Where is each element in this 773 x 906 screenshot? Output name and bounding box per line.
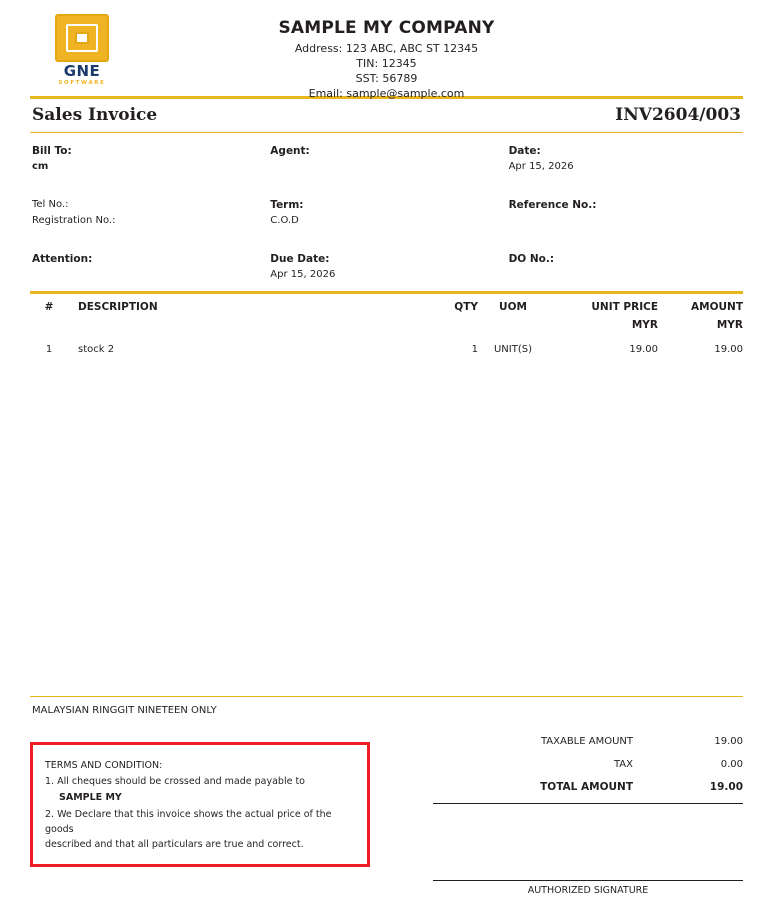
row-uom: UNIT(S) bbox=[493, 344, 532, 355]
due-date-label: Due Date: bbox=[270, 253, 330, 265]
items-section bbox=[30, 294, 743, 624]
agent-label: Agent: bbox=[270, 145, 310, 157]
header-qty: QTY bbox=[454, 301, 478, 313]
meta-row-3 bbox=[32, 251, 741, 283]
document-header bbox=[30, 0, 743, 100]
document-title: Sales Invoice bbox=[32, 105, 158, 125]
tax-label: TAX bbox=[613, 759, 633, 770]
table-row bbox=[30, 336, 743, 361]
meta-do-no bbox=[505, 251, 741, 283]
term-value: C.O.D bbox=[270, 215, 299, 226]
header-description: DESCRIPTION bbox=[78, 301, 158, 313]
terms-and-conditions bbox=[30, 742, 370, 867]
company-address: Address: 123 ABC, ABC ST 12345 bbox=[294, 42, 479, 55]
row-no: 1 bbox=[45, 344, 53, 355]
company-logo bbox=[44, 14, 120, 90]
totals-taxable-row bbox=[433, 730, 743, 753]
meta-due-date bbox=[268, 251, 504, 283]
meta-row-1 bbox=[32, 143, 741, 175]
reference-label: Reference No.: bbox=[508, 199, 597, 211]
currency-spacer-4 bbox=[478, 319, 548, 336]
logo-name: GNE bbox=[63, 62, 101, 80]
due-date-value: Apr 15, 2026 bbox=[270, 269, 336, 280]
company-sst: SST: 56789 bbox=[355, 72, 418, 85]
document-titlebar bbox=[30, 99, 743, 132]
meta-row-2 bbox=[32, 197, 741, 229]
total-label: TOTAL AMOUNT bbox=[540, 781, 633, 793]
meta-agent bbox=[268, 143, 504, 175]
do-no-label: DO No.: bbox=[508, 253, 555, 265]
tel-label: Tel No.: bbox=[32, 199, 69, 210]
logo-mark-icon bbox=[55, 14, 109, 62]
currency-spacer-1 bbox=[30, 319, 68, 336]
items-currency-row bbox=[30, 319, 743, 336]
attention-label: Attention: bbox=[32, 253, 93, 265]
company-info bbox=[30, 12, 743, 101]
authorized-signature: AUTHORIZED SIGNATURE bbox=[433, 880, 743, 896]
totals-underline bbox=[433, 803, 743, 804]
date-label: Date: bbox=[508, 145, 541, 157]
amount-currency: MYR bbox=[716, 319, 743, 331]
meta-reference bbox=[505, 197, 741, 229]
header-unit-price: UNIT PRICE bbox=[591, 301, 658, 313]
items-table bbox=[30, 294, 743, 361]
row-qty: 1 bbox=[471, 344, 478, 355]
company-tin: TIN: 12345 bbox=[356, 57, 417, 70]
header-no: # bbox=[44, 301, 54, 313]
logo-subtitle: SOFTWARE bbox=[58, 80, 106, 86]
header-amount: AMOUNT bbox=[691, 301, 743, 313]
total-value: 19.00 bbox=[709, 781, 743, 793]
taxable-label: TAXABLE AMOUNT bbox=[540, 736, 633, 747]
totals-block bbox=[433, 722, 743, 896]
tax-value: 0.00 bbox=[720, 759, 743, 770]
meta-contact bbox=[32, 197, 268, 229]
currency-spacer-2 bbox=[68, 319, 398, 336]
registration-label: Registration No.: bbox=[32, 215, 116, 226]
meta-term bbox=[268, 197, 504, 229]
footer-columns bbox=[30, 722, 743, 896]
totals-tax-row bbox=[433, 753, 743, 776]
invoice-meta bbox=[30, 133, 743, 291]
meta-spacer-2 bbox=[32, 229, 741, 251]
meta-attention bbox=[32, 251, 268, 283]
terms-payee: SAMPLE MY bbox=[59, 792, 122, 803]
company-name: SAMPLE MY COMPANY bbox=[278, 18, 495, 38]
term-label: Term: bbox=[270, 199, 304, 211]
currency-spacer-3 bbox=[398, 319, 478, 336]
meta-bill-to bbox=[32, 143, 268, 175]
row-description: stock 2 bbox=[78, 344, 115, 355]
items-header-row bbox=[30, 294, 743, 319]
company-email: Email: sample@sample.com bbox=[308, 87, 465, 100]
terms-line-1: 1. All cheques should be crossed and made payable to bbox=[45, 776, 305, 787]
taxable-value: 19.00 bbox=[714, 736, 743, 747]
amount-in-words: MALAYSIAN RINGGIT NINETEEN ONLY bbox=[32, 705, 217, 716]
date-value: Apr 15, 2026 bbox=[508, 161, 574, 172]
row-amount: 19.00 bbox=[714, 344, 743, 355]
document-footer bbox=[30, 696, 743, 896]
terms-line-2: 2. We Declare that this invoice shows the actual price of the goods bbox=[45, 809, 332, 835]
bill-to-value: cm bbox=[32, 161, 49, 172]
terms-title: TERMS AND CONDITION: bbox=[45, 760, 163, 771]
totals-total-row bbox=[433, 776, 743, 799]
document-number: INV2604/003 bbox=[615, 105, 741, 125]
bill-to-label: Bill To: bbox=[32, 145, 72, 157]
row-unit-price: 19.00 bbox=[629, 344, 658, 355]
meta-date bbox=[505, 143, 741, 175]
header-uom: UOM bbox=[499, 301, 527, 313]
terms-line-3: described and that all particulars are true and correct. bbox=[45, 839, 304, 850]
unit-price-currency: MYR bbox=[631, 319, 658, 331]
meta-spacer-1 bbox=[32, 175, 741, 197]
